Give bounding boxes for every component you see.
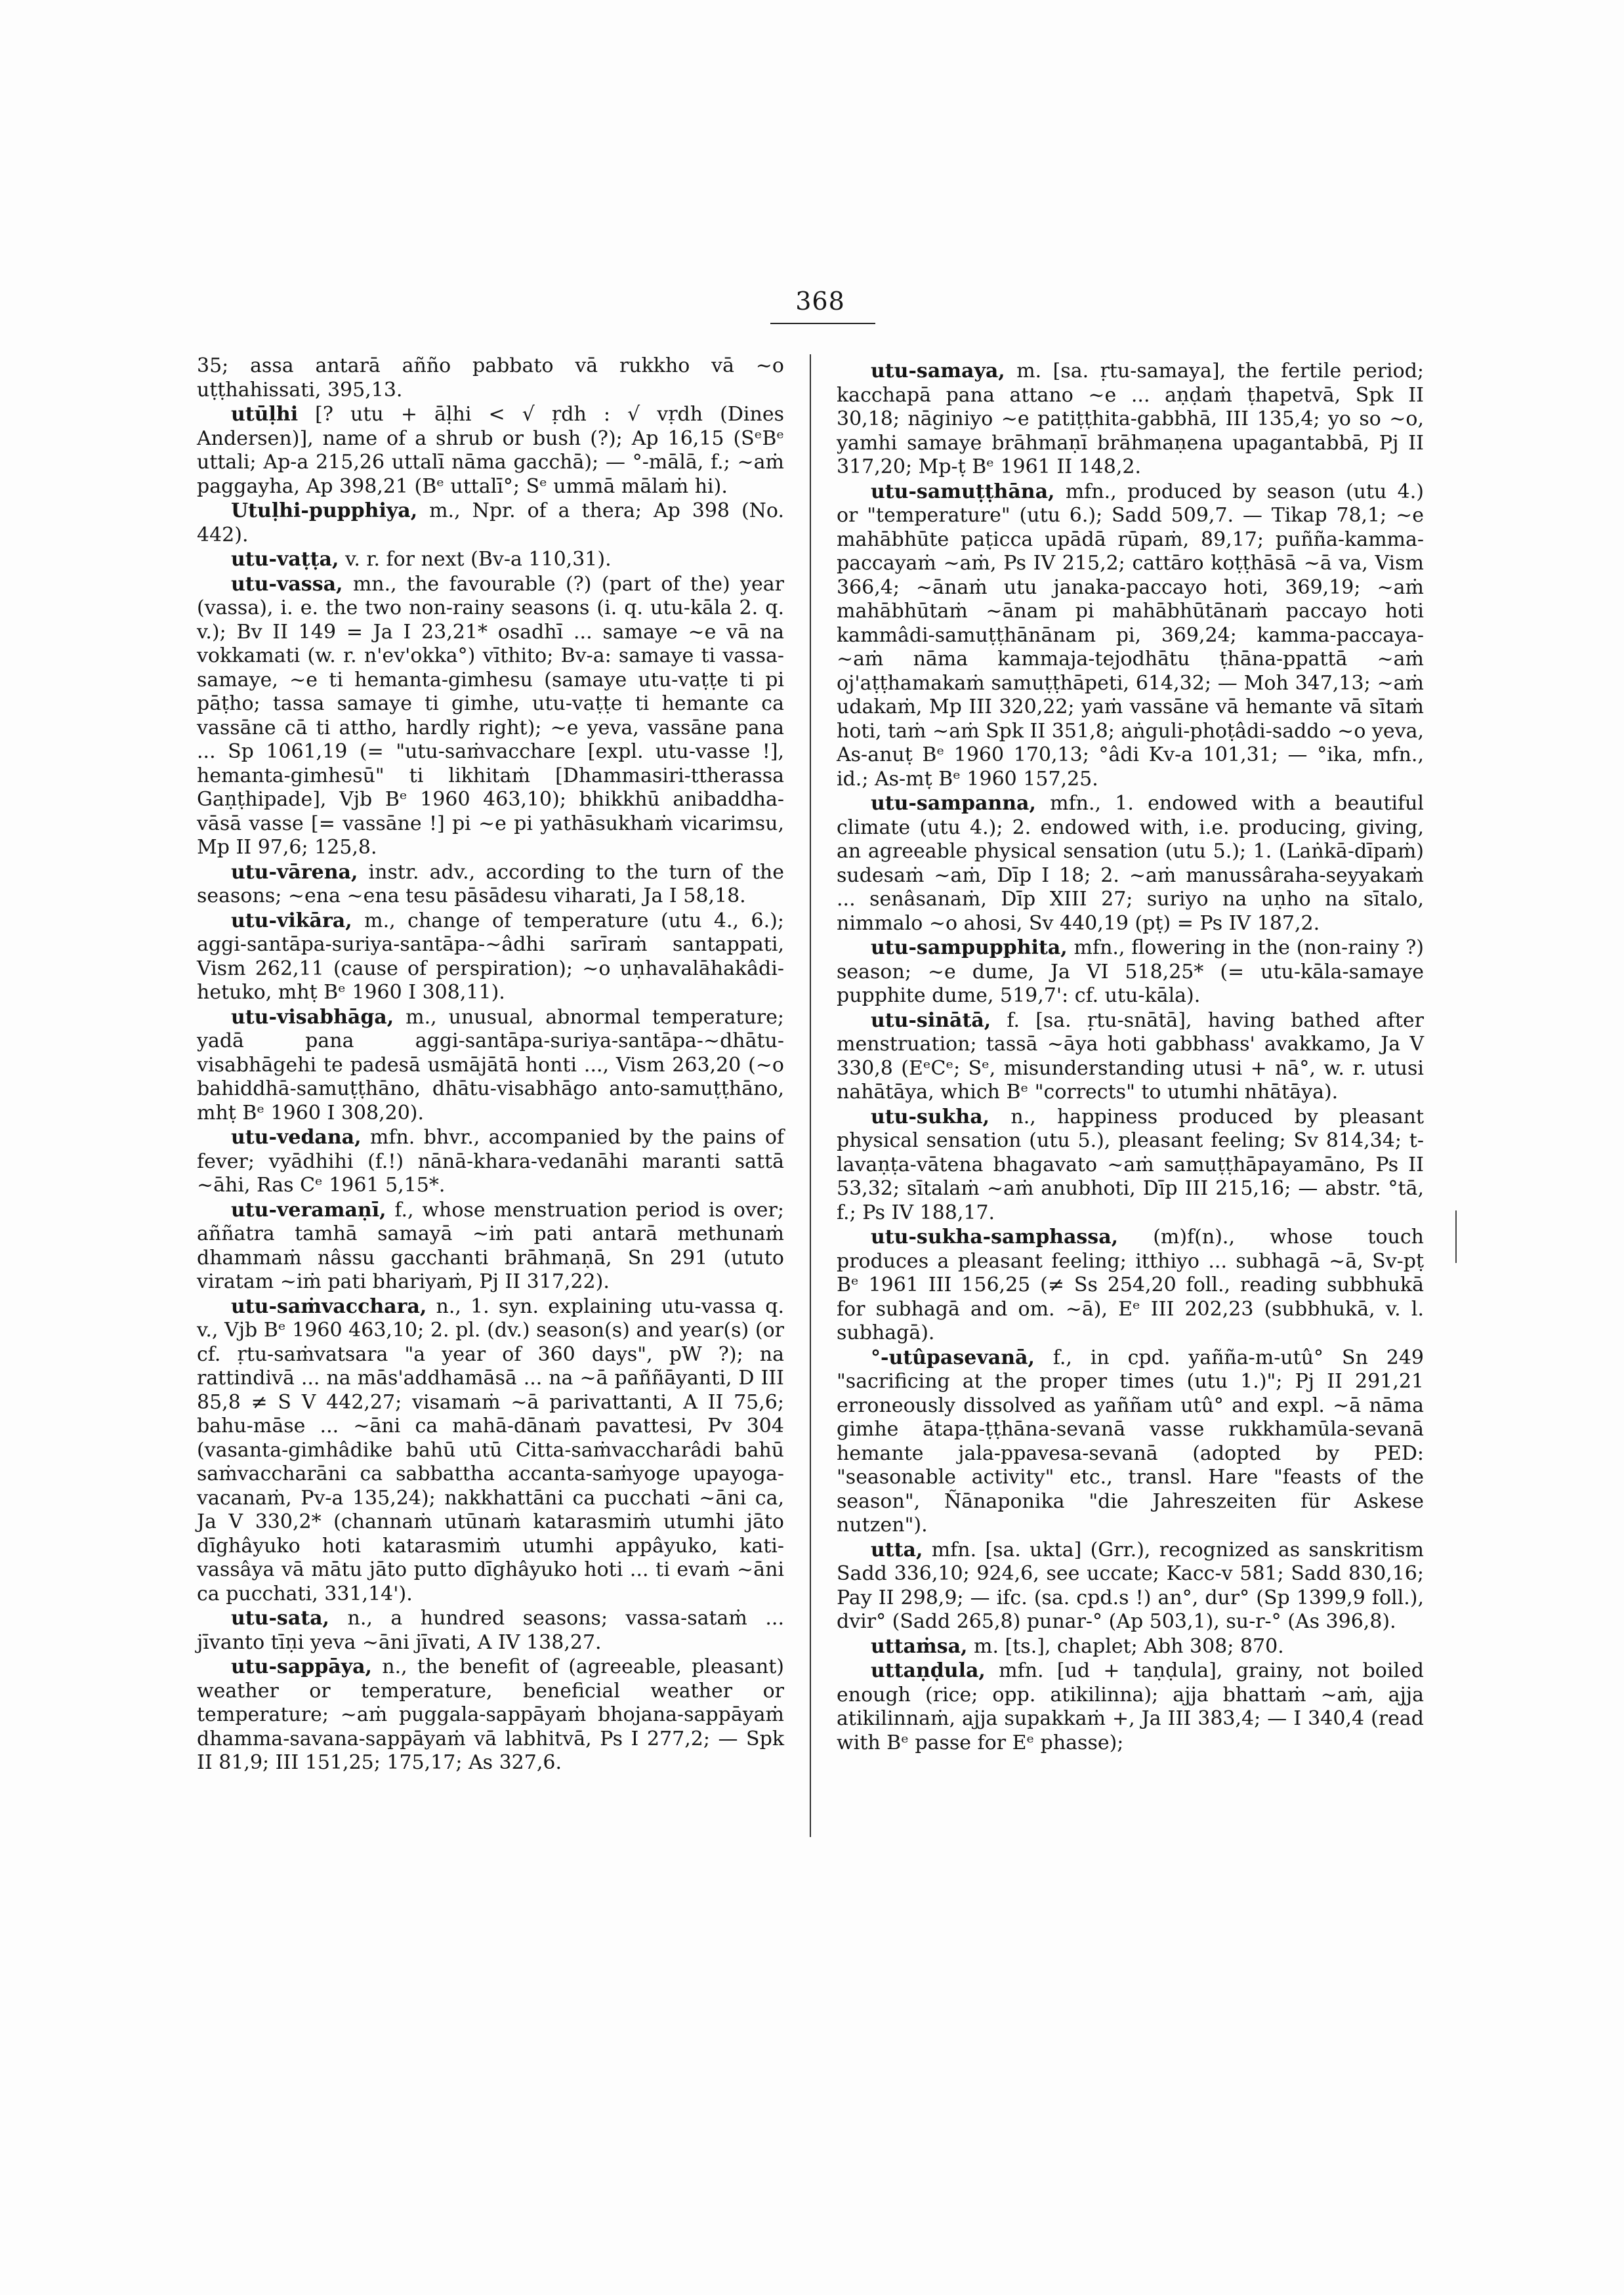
headword: utu-sukha-samphassa, (871, 1226, 1119, 1249)
dictionary-entry (837, 1346, 1424, 1538)
right-column (837, 360, 1424, 1756)
entry-text: f. [sa. ṛtu-snātā], having bathed after menstruation; tassā ~āya hoti gabbhass' avakkamo, Ja V 330,8 (EᵉCᵉ; Sᵉ, misunderstanding utusi + nā°, w. r. utusi nahātāya, which Bᵉ "corrects" to utumhi nhātāya). (837, 1008, 1424, 1104)
entry-text: v. r. for next (Bv-a 110,31). (339, 548, 612, 571)
headword: utu-vassa, (231, 572, 343, 596)
left-column (197, 354, 784, 1776)
dictionary-entry (197, 1006, 784, 1126)
entry-text: mfn. [sa. ukta] (Grr.), recognized as sanskritism Sadd 336,10; 924,6, see uccate; Kacc-v 581; Sadd 830,16; Pay II 298,9; — ifc. (sa. cpd.s !) an°, dur° (Sp 1399,9 foll.), dvir° (Sadd 265,8) punar-° (Ap 503,1), su-r-° (As 396,8). (837, 1538, 1424, 1633)
dictionary-entry (197, 403, 784, 499)
dictionary-entry (837, 1009, 1424, 1105)
headword: utu-veramaṇī, (231, 1198, 386, 1222)
entry-text: m., Npr. of a thera; Ap 398 (No. 442). (197, 499, 784, 547)
entry-text: f., whose menstruation period is over; aññatra tamhā samayā ~iṁ pati antarā methunaṁ dhammaṁ nâssu gacchanti brāhmaṇā, Sn 291 (ututo viratam ~iṁ pati bhariyaṁ, Pj II 317,22). (197, 1198, 784, 1293)
page-number-rule (770, 323, 875, 324)
headword: utu-vikāra, (231, 909, 352, 932)
headword: Utuḷhi-pupphiya, (231, 499, 418, 522)
entry-text: f., in cpd. yañña-m-utû° Sn 249 "sacrificing at the proper times (utu 1.)"; Pj II 291,21 erroneously dissolved as yaññam utû° and expl. ~ā nāma gimhe ātapa-ṭṭhāna-sevanā vasse rukkhamūla-sevanā hemante jala-ppavesa-sevanā (adopted by PED: "seasonable activity" etc., transl. Hare "feasts of the season", Ñānaponika "die Jahreszeiten für Askese nutzen"). (837, 1346, 1424, 1537)
dictionary-entry (197, 1126, 784, 1198)
headword: °-utûpasevanā, (871, 1346, 1035, 1369)
headword: utu-vārena, (231, 860, 358, 884)
dictionary-entry (197, 499, 784, 547)
entry-text: m., unusual, abnormal temperature; yadā pana aggi-santāpa-suriya-santāpa-~dhātu-visabhāgehi te padesā usmājātā honti ..., Vism 263,20 (~o bahiddhā-samuṭṭhāno, dhātu-visabhāgo anto-samuṭṭhāno, mhṭ Bᵉ 1960 I 308,20). (197, 1005, 784, 1125)
dictionary-entry (197, 1607, 784, 1655)
dictionary-entry (837, 1635, 1424, 1659)
entry-text: (m)f(n)., whose touch produces a pleasant feeling; itthiyo ... subhagā ~ā, Sv-pṭ Bᵉ 1961 III 156,25 (≠ Ss 254,20 foll., reading subbhukā for subhagā and om. ~ā), Eᵉ III 202,23 (subbhukā, v. l. subhagā). (837, 1226, 1424, 1344)
entry-text: mfn. bhvr., accompanied by the pains of fever; vyādhihi (f.!) nānā-khara-vedanāhi maranti sattā ~āhi, Ras Cᵉ 1961 5,15*. (197, 1126, 784, 1197)
headword: utu-saṁvacchara, (231, 1294, 427, 1318)
headword: utu-sinātā, (871, 1008, 991, 1032)
headword: utu-sukha, (871, 1105, 990, 1128)
entry-text: mn., the favourable (?) (part of the) year (vassa), i. e. the two non-rainy seasons (i. q. utu-kāla 2. q. v.); Bv II 149 = Ja I 23,21* osadhī ... samaye ~e vā na vokkamati (w. r. n'ev'okka°) vīthito; Bv-a: samaye ti vassa-samaye, ~e ti hemanta-gimhesu (samaye utu-vaṭṭe ti pi pāṭho; tassa samaye ti gimhe, utu-vaṭṭe ti hemante ca vassāne cā ti attho, hardly right); ~e yeva, vassāne pana ... Sp 1061,19 (= "utu-saṁvacchare [expl. utu-vasse !], hemanta-gimhesū" ti likhitaṁ [Dhammasiri-ttherassa Gaṇṭhipade], Vjb Bᵉ 1960 463,10); bhikkhū anibaddha-vāsā vasse [= vassāne !] pi ~e pi yathāsukhaṁ vicarimsu, Mp II 97,6; 125,8. (197, 572, 784, 859)
entry-text: n., 1. syn. explaining utu-vassa q. v., Vjb Bᵉ 1960 463,10; 2. pl. (dv.) season(s) and year(s) (or cf. ṛtu-saṁvatsara "a year of 360 days", pW ?); na rattindivā ... na mās'addhamāsā ... na ~ā paññāyanti, D III 85,8 ≠ S V 442,27; visamaṁ ~ā parivattanti, A II 75,6; bahu-māse ... ~āni ca mahā-dānaṁ pavattesi, Pv 304 (vasanta-gimhâdike bahū utū Citta-saṁvaccharâdi bahū saṁvaccharāni ca sabbattha accanta-saṁyoge upayoga-vacanaṁ, Pv-a 135,24); nakkhattāni ca pucchati ~āni ca, Ja V 330,2* (channaṁ utūnaṁ katarasmiṁ utumhi jāto dīghâyuko hoti katarasmiṁ utumhi appâyuko, kati-vassâya vā mātu jāto putto dīghâyuko hoti ... ti evaṁ ~āni ca pucchati, 331,14'). (197, 1294, 784, 1605)
headword: utta, (871, 1538, 923, 1561)
headword: utu-visabhāga, (231, 1005, 394, 1029)
headword: utūḷhi (231, 403, 299, 426)
entry-text: mfn., 1. endowed with a beautiful climate (utu 4.); 2. endowed with, i.e. producing, giving, an agreeable physical sensation (utu 5.); 1. (Laṅkā-dīpaṁ) sudesaṁ ~aṁ, Dīp I 18; 2. ~aṁ manussâraha-seyyakaṁ ... senâsanaṁ, Dīp XIII 27; suriyo na uṇho na sītalo, nimmalo ~o ahosi, Sv 440,19 (pṭ) = Ps IV 187,2. (837, 792, 1424, 935)
dictionary-entry (837, 480, 1424, 792)
entry-text: mfn., flowering in the (non-rainy ?) season; ~e dume, Ja VI 518,25* (= utu-kāla-samaye pupphite dume, 519,7': cf. utu-kāla). (837, 936, 1424, 1007)
entry-text: n., happiness produced by pleasant physical sensation (utu 5.), pleasant feeling; Sv 814,34; t-lavaṇṭa-vātena bhagavato ~aṁ samuṭṭhāpayamāno, Ps II 53,32; sītalaṁ ~aṁ anubhoti, Dīp III 215,16; — abstr. °tā, f.; Ps IV 188,17. (837, 1105, 1424, 1224)
dictionary-entry (197, 1295, 784, 1607)
entry-text: instr. adv., according to the turn of the seasons; ~ena ~ena tesu pāsādesu viharati, Ja I 58,18. (197, 860, 784, 907)
entry-text: mfn., produced by season (utu 4.) or "temperature" (utu 6.); Sadd 509,7. — Tikap 78,1; ~e mahābhūte paṭicca upādā rūpaṁ, 89,17; puñña-kamma-paccayaṁ ~aṁ, Ps IV 215,2; cattāro koṭṭhāsā ~ā va, Vism 366,4; ~ānaṁ utu janaka-paccayo hoti, 369,19; ~aṁ mahābhūtaṁ ~ānam pi mahābhūtānaṁ paccayo hoti kammâdi-samuṭṭhānānam pi, 369,24; kamma-paccaya-~aṁ nāma kammaja-tejodhātu ṭhāna-ppattā ~aṁ oj'aṭṭhamakaṁ samuṭṭhāpeti, 614,32; — Moh 347,13; ~aṁ udakaṁ, Mp III 320,22; yaṁ vassāne vā hemante vā sītaṁ hoti, taṁ ~aṁ Spk II 351,8; aṅguli-phoṭâdi-saddo ~o yeva, As-anuṭ Bᵉ 1960 170,13; °âdi Kv-a 101,31; — °ika, mfn., id.; As-mṭ Bᵉ 1960 157,25. (837, 480, 1424, 791)
dictionary-entry (197, 861, 784, 909)
headword: utu-sappāya, (231, 1655, 372, 1678)
entry-text: m., change of temperature (utu 4., 6.); aggi-santāpa-suriya-santāpa-~âdhi sarīraṁ santappati, Vism 262,11 (cause of perspiration); ~o uṇhavalāhakâdi-hetuko, mhṭ Bᵉ 1960 I 308,11). (197, 909, 784, 1004)
headword: utu-samaya, (871, 360, 1005, 382)
dictionary-entry (837, 936, 1424, 1008)
headword: utu-vaṭṭa, (231, 548, 339, 571)
entry-text: 35; assa antarā añño pabbato vā rukkho vā ~o uṭṭhahissati, 395,13. (197, 354, 784, 402)
headword: utu-sampanna, (871, 792, 1036, 815)
dictionary-entry (837, 1226, 1424, 1346)
entry-text: m. [ts.], chaplet; Abh 308; 870. (967, 1634, 1284, 1658)
headword: utu-vedana, (231, 1126, 362, 1149)
headword: utu-sampupphita, (871, 936, 1068, 959)
dictionary-entry (197, 909, 784, 1005)
dictionary-entry (197, 1655, 784, 1775)
headword: utu-samuṭṭhāna, (871, 480, 1055, 503)
headword: uttaṁsa, (871, 1634, 968, 1658)
margin-mark (1455, 1210, 1457, 1263)
dictionary-entry (197, 354, 784, 402)
dictionary-entry (197, 548, 784, 572)
dictionary-entry (837, 792, 1424, 936)
dictionary-entry (197, 1199, 784, 1294)
page-number: 368 (795, 287, 845, 316)
headword: uttaṇḍula, (871, 1659, 986, 1682)
entry-text: [? utu + āḷhi < √ ṛdh : √ vṛdh (Dines Andersen)], name of a shrub or bush (?); Ap 16,15 (SᵉBᵉ uttali; Ap-a 215,26 uttalī nāma gacchā); — °-mālā, f.; ~aṁ paggayha, Ap 398,21 (Bᵉ uttalī°; Sᵉ ummā mālaṁ hi). (197, 403, 784, 498)
dictionary-entry (197, 573, 784, 860)
entry-text: mfn. [ud + taṇḍula], grainy, not boiled enough (rice; opp. atikilinna); ajja bhattaṁ ~aṁ, ajja atikilinnaṁ, ajja supakkaṁ +, Ja III 383,4; — I 340,4 (read with Bᵉ passe for Eᵉ phasse); (837, 1659, 1424, 1754)
entry-text: m. [sa. ṛtu-samaya], the fertile period; kacchapā pana attano ~e ... aṇḍaṁ ṭhapetvā, Spk II 30,18; nāginiyo ~e patiṭṭhita-gabbhā, III 135,4; yo so ~o, yamhi samaye brāhmaṇī brāhmaṇena upagantabbā, Pj II 317,20; Mp-ṭ Bᵉ 1961 II 148,2. (837, 360, 1424, 478)
dictionary-entry (837, 1659, 1424, 1755)
dictionary-entry (837, 1106, 1424, 1226)
dictionary-entry (837, 360, 1424, 480)
column-divider (810, 354, 811, 1837)
headword: utu-sata, (231, 1607, 329, 1630)
dictionary-entry (837, 1539, 1424, 1634)
entry-text: n., the benefit of (agreeable, pleasant) weather or temperature, beneficial weather or temperature; ~aṁ puggala-sappāyaṁ bhojana-sappāyaṁ dhamma-savana-sappāyaṁ vā labhitvā, Ps I 277,2; — Spk II 81,9; III 151,25; 175,17; As 327,6. (197, 1655, 784, 1774)
entry-text: n., a hundred seasons; vassa-sataṁ ... jīvanto tīṇi yeva ~āni jīvati, A IV 138,27. (197, 1607, 784, 1654)
